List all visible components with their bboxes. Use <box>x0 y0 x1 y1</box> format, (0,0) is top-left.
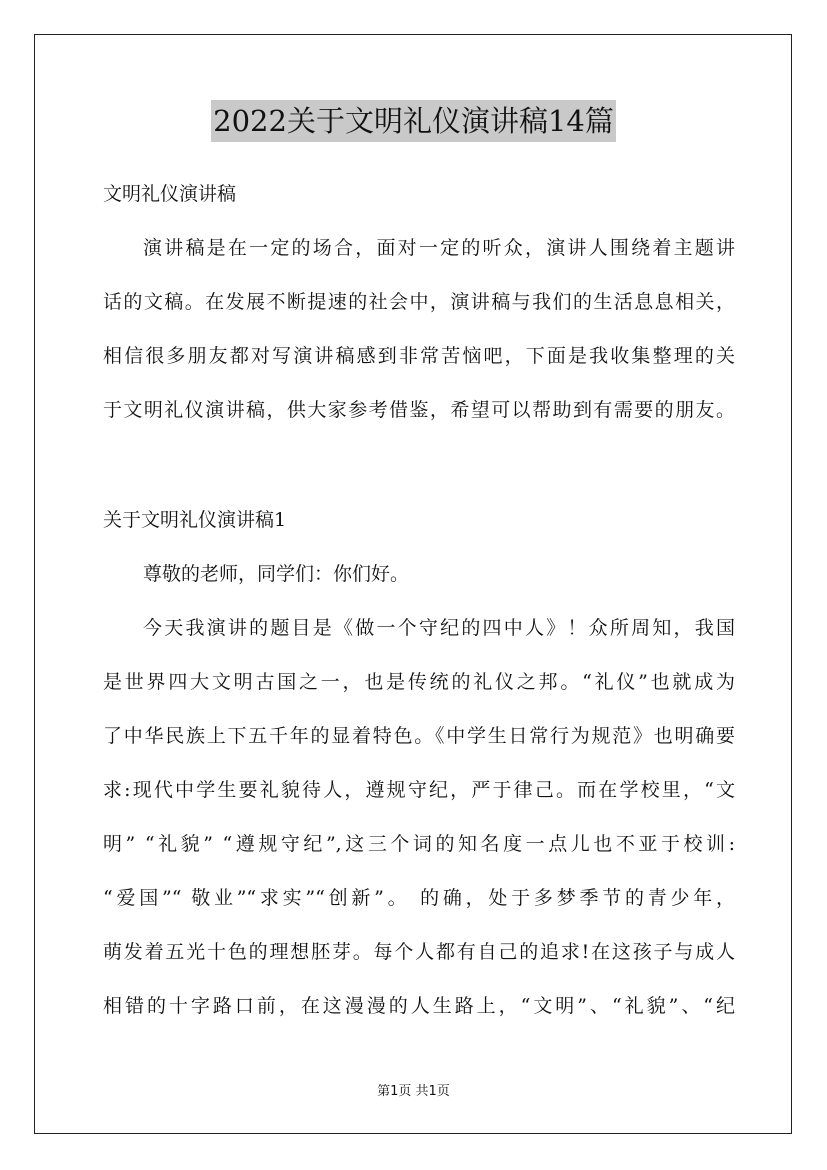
intro-line-4: 于文明礼仪演讲稿，供大家参考借鉴，希望可以帮助到有需要的朋友。 <box>103 399 735 421</box>
body-line-2: 是世界四大文明古国之一，也是传统的礼仪之邦。“礼仪”也就成为 <box>103 671 735 693</box>
intro-line-3: 相信很多朋友都对写演讲稿感到非常苦恼吧，下面是我收集整理的关 <box>103 345 735 367</box>
body-line-4: 求:现代中学生要礼貌待人，遵规守纪，严于律己。而在学校里，“文 <box>103 779 735 801</box>
body-line-6: “爱国”“ 敬业”“求实”“创新”。 的确，处于多梦季节的青少年， <box>103 887 735 909</box>
intro-line-1: 演讲稿是在一定的场合，面对一定的听众，演讲人围绕着主题讲 <box>143 237 735 259</box>
document-title: 2022关于文明礼仪演讲稿14篇 <box>211 100 616 142</box>
body-line-1: 今天我演讲的题目是《做一个守纪的四中人》！众所周知，我国 <box>143 617 735 639</box>
body-line-7: 萌发着五光十色的理想胚芽。每个人都有自己的追求!在这孩子与成人 <box>103 941 735 963</box>
body-line-3: 了中华民族上下五千年的显着特色。《中学生日常行为规范》也明确要 <box>103 725 735 747</box>
page-footer: 第1页 共1页 <box>377 1084 450 1099</box>
body-line-5: 明” “礼貌” “遵规守纪”,这三个词的知名度一点儿也不亚于校训: <box>103 833 735 855</box>
intro-heading: 文明礼仪演讲稿 <box>103 183 237 205</box>
intro-line-2: 话的文稿。在发展不断提速的社会中，演讲稿与我们的生活息息相关， <box>103 291 735 313</box>
section-heading: 关于文明礼仪演讲稿1 <box>103 509 287 531</box>
greeting-line: 尊敬的老师，同学们：你们好。 <box>143 563 410 585</box>
body-line-8: 相错的十字路口前，在这漫漫的人生路上，“文明”、“礼貌”、“纪 <box>103 995 735 1017</box>
title-container <box>0 100 827 142</box>
